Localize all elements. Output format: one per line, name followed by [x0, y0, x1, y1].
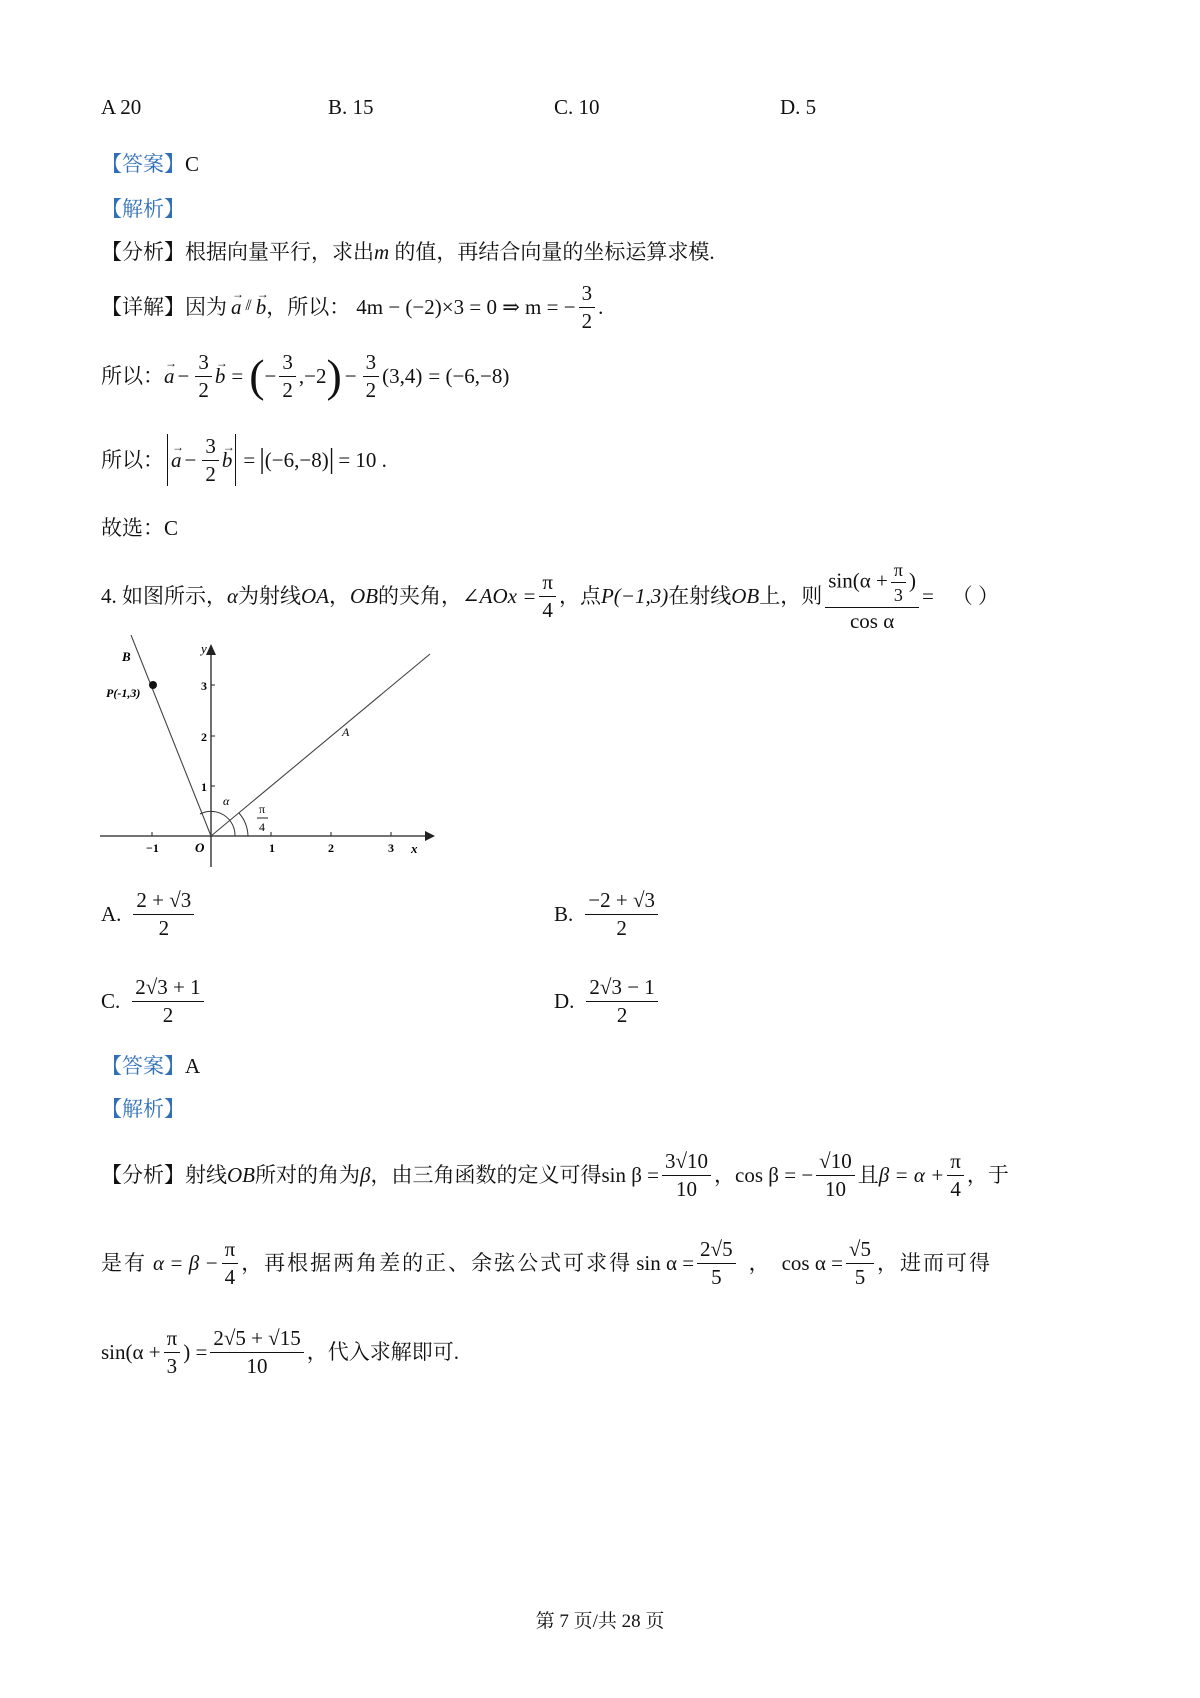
- q4-option-c: [101, 971, 207, 1031]
- frac-num: 3: [279, 352, 296, 377]
- frac-num: 2√5: [697, 1239, 736, 1264]
- line2-result: = 10 .: [338, 448, 387, 472]
- alpha: α: [227, 584, 239, 608]
- option-frac: [133, 887, 194, 940]
- frac-3-2: [579, 280, 596, 333]
- frac-den: 2: [581, 308, 593, 333]
- frac-pi-4: [539, 569, 556, 622]
- stem-text: 在射线: [668, 584, 732, 608]
- frac-den: 2: [205, 461, 216, 486]
- frac-den: 2: [365, 377, 377, 402]
- frac-den: 5: [854, 1264, 866, 1289]
- answer-blank: （ ）: [951, 584, 1000, 608]
- q4-option-d: [554, 971, 661, 1031]
- frac-expression: [825, 561, 919, 632]
- frac-den: 4: [950, 1176, 961, 1201]
- frac-num: 3: [195, 352, 212, 377]
- line1-result: = (−6,−8): [428, 364, 510, 388]
- stem-text: 的夹角，: [378, 584, 463, 608]
- fenxi-text: ，再根据两角差的正、余弦公式可求得: [241, 1251, 633, 1275]
- frac-pi-4: [947, 1148, 964, 1201]
- frac-sinb: [662, 1148, 711, 1201]
- frac-3-2: [195, 349, 212, 402]
- frac-cosa: [846, 1236, 874, 1289]
- frac-den: 10: [676, 1176, 698, 1201]
- frac-3-2: [202, 433, 219, 486]
- frac-den: 2: [282, 377, 293, 402]
- option-label: C.: [101, 989, 121, 1013]
- fenxi-tag: 【分析】: [101, 240, 185, 264]
- q4-option-a: [101, 884, 197, 944]
- xiangjie-tag: 【详解】: [101, 295, 185, 319]
- option-label: A.: [101, 902, 122, 926]
- page-footer: 第 7 页/共 28 页: [535, 1611, 665, 1632]
- fenxi-text: ，由三角函数的定义可得: [370, 1163, 602, 1187]
- label-a: A: [342, 725, 350, 739]
- label-p: P(-1,3): [106, 686, 141, 700]
- q3-option-a: A 20: [101, 95, 142, 119]
- option-label: D.: [554, 989, 575, 1013]
- stem-text: 上，则: [759, 584, 823, 608]
- fenxi-text: ，进而可得: [876, 1251, 992, 1275]
- frac-num: 3: [579, 283, 596, 308]
- q4-answer: [101, 1054, 200, 1078]
- ytick-2: 2: [201, 730, 207, 744]
- xiangjie-eq: 4m − (−2)×3 = 0 ⇒ m = −: [356, 295, 576, 319]
- frac-cosb: [816, 1148, 855, 1201]
- q4-option-b: [554, 884, 661, 944]
- fenxi-text: 射线: [185, 1163, 227, 1187]
- frac-den: 5: [711, 1264, 722, 1289]
- q3-jiexi-tag: 【解析】: [101, 197, 185, 221]
- fenxi-tag: 【分析】: [101, 1163, 185, 1187]
- fenxi-text: 所对的角为: [255, 1163, 360, 1187]
- q4-fenxi-line2: 是有 α = β − $\frac{\pi}{4}$ ，再根据两角差的正、余弦公式可求得 sin α = $\frac{2√5}{5}$ ， cos α = $\frac{√5}{5}$ ，进而可得: [101, 1236, 992, 1289]
- frac-num: 2 + √3: [133, 890, 194, 915]
- frac-den: 4: [224, 1264, 236, 1289]
- frac-den: 3: [166, 1353, 178, 1378]
- q3-answer: [101, 152, 199, 176]
- label-o: O: [195, 840, 205, 855]
- fenxi-text: 根据向量平行，求出: [185, 240, 374, 264]
- ytick-1: 1: [201, 780, 207, 794]
- cos-beta: cos β = −: [735, 1163, 814, 1187]
- xiangjie-text: 因为: [185, 295, 227, 319]
- xtick-1: 1: [269, 841, 275, 855]
- beta: β: [360, 1163, 371, 1187]
- frac-num: 2√5 + √15: [210, 1328, 303, 1353]
- frac-sina: [697, 1236, 736, 1289]
- option-label: B.: [554, 902, 574, 926]
- angle-aox: ∠AOx =: [462, 584, 537, 608]
- period: .: [598, 295, 604, 319]
- xtick-2: 2: [328, 841, 334, 855]
- sin-beta: sin β =: [601, 1163, 660, 1187]
- comma: ，: [714, 1163, 736, 1187]
- ray-ob: OB: [227, 1163, 255, 1187]
- frac-pi-4: [222, 1236, 239, 1289]
- frac-den: 2: [616, 915, 627, 940]
- q3-option-b: B. 15: [328, 95, 374, 119]
- alpha-arc: [200, 811, 235, 836]
- ray-oa-line: [211, 654, 430, 836]
- pi4-arc: [239, 813, 248, 836]
- vector-a: → a: [171, 448, 182, 472]
- frac-den: 2: [162, 1002, 174, 1027]
- frac-num: 3: [202, 436, 219, 461]
- frac-num: 2√3 − 1: [586, 977, 657, 1002]
- frac-den: 2: [198, 377, 209, 402]
- q3-line1: 所以： → a − $\frac{3}{2}$ → b = ( − $\frac{3}{2}$ ,−2 ) − $\frac{3}{2}$ (3,4) = (−6,−8): [101, 348, 509, 404]
- cos-alpha: cos α =: [781, 1251, 843, 1275]
- so-prefix: 所以：: [101, 448, 164, 472]
- frac-den: 2: [616, 1002, 628, 1027]
- vector-b: → b: [215, 364, 226, 388]
- coordinate-figure: [95, 635, 440, 875]
- frac-den: 10: [246, 1353, 268, 1378]
- answer-value: C: [185, 152, 200, 176]
- fenxi-text: 且: [857, 1163, 879, 1187]
- option-frac: [586, 974, 657, 1027]
- frac-num: π: [539, 572, 556, 597]
- x-arrow: [425, 831, 435, 841]
- vector-b: → b: [256, 295, 267, 319]
- xiangjie-text-2: ，所以：: [266, 295, 351, 319]
- frac-num: sin(α + $\frac{\pi}{3}$ ): [825, 561, 919, 608]
- frac-3-2: [279, 349, 296, 402]
- frac-den: 4: [542, 597, 553, 622]
- vector-b: → b: [222, 448, 233, 472]
- q4-stem: [101, 560, 999, 632]
- beta-eq: β = α +: [878, 1163, 945, 1187]
- frac-pi-3: [164, 1325, 181, 1378]
- coord-part: ,−2: [298, 364, 327, 388]
- frac-num: −2 + √3: [585, 890, 658, 915]
- q3-guxuan: 故选：C: [101, 516, 179, 540]
- var-m: m: [374, 240, 390, 264]
- frac-num: π: [164, 1328, 181, 1353]
- point-p-dot: [149, 681, 157, 689]
- stem-text: ，: [329, 584, 351, 608]
- answer-tag: 【答案】: [101, 152, 185, 176]
- ray-ob: OB: [731, 584, 760, 608]
- alpha-eq: α = β −: [153, 1251, 219, 1275]
- option-frac: [585, 887, 658, 940]
- q3-option-d: D. 5: [780, 95, 817, 119]
- answer-value: A: [185, 1054, 201, 1078]
- sin-expr: sin(α +: [101, 1340, 161, 1364]
- frac-num: π: [947, 1151, 964, 1176]
- ytick-3: 3: [201, 679, 207, 693]
- coord-3-4: (3,4): [382, 364, 423, 388]
- frac-den: 2: [158, 915, 170, 940]
- stem-text: 4. 如图所示，: [101, 584, 227, 608]
- q3-option-c: C. 10: [554, 95, 600, 119]
- frac-num: √5: [846, 1239, 874, 1264]
- q4-fenxi-line3: [101, 1322, 459, 1382]
- label-four: 4: [259, 820, 265, 834]
- label-alpha: α: [223, 794, 230, 808]
- answer-tag: 【答案】: [101, 1054, 185, 1078]
- so-prefix: 所以：: [101, 364, 164, 388]
- frac-num: √10: [816, 1151, 855, 1176]
- ray-oa: OA: [301, 584, 330, 608]
- frac-num: 3: [363, 352, 380, 377]
- sin-alpha: sin α =: [636, 1251, 695, 1275]
- frac-result: [210, 1325, 303, 1378]
- stem-text: ，点: [558, 584, 601, 608]
- fenxi-text: 是有: [101, 1251, 147, 1275]
- frac-den: 10: [824, 1176, 846, 1201]
- xtick-3: 3: [388, 841, 394, 855]
- label-y: y: [201, 641, 207, 656]
- point-p: P(−1,3): [600, 584, 669, 608]
- vector-a: → a: [231, 295, 242, 319]
- q4-fenxi-line1: [101, 1145, 1009, 1205]
- ray-ob: OB: [350, 584, 379, 608]
- equals: =: [921, 584, 934, 608]
- q4-jiexi-tag: 【解析】: [101, 1097, 185, 1121]
- frac-3-2: [363, 349, 380, 402]
- stem-text: 为射线: [238, 584, 302, 608]
- ray-ob-line: [131, 635, 211, 836]
- option-frac: [132, 974, 203, 1027]
- fenxi-text: ，代入求解即可.: [306, 1340, 459, 1364]
- fenxi-text: ，于: [966, 1163, 1009, 1187]
- vector-a: → a: [164, 364, 175, 388]
- xtick-neg1: −1: [146, 841, 159, 855]
- q3-fenxi: [101, 240, 715, 264]
- label-pi: π: [259, 802, 266, 816]
- label-b: B: [122, 649, 131, 664]
- frac-den: cos α: [849, 608, 895, 633]
- frac-num: 3√10: [662, 1151, 711, 1176]
- y-arrow: [206, 644, 216, 655]
- q3-xiangjie: [101, 279, 603, 335]
- parallel-symbol: ⫽: [245, 299, 252, 314]
- equals: ) =: [183, 1340, 208, 1364]
- label-x: x: [411, 841, 418, 856]
- frac-num: π: [222, 1239, 239, 1264]
- fenxi-text-2: 的值，再结合向量的坐标运算求模.: [389, 240, 715, 264]
- q3-line2: 所以： → a − $\frac{3}{2}$ → b = | (−6,−8) | = 10 .: [101, 430, 387, 490]
- frac-num: 2√3 + 1: [132, 977, 203, 1002]
